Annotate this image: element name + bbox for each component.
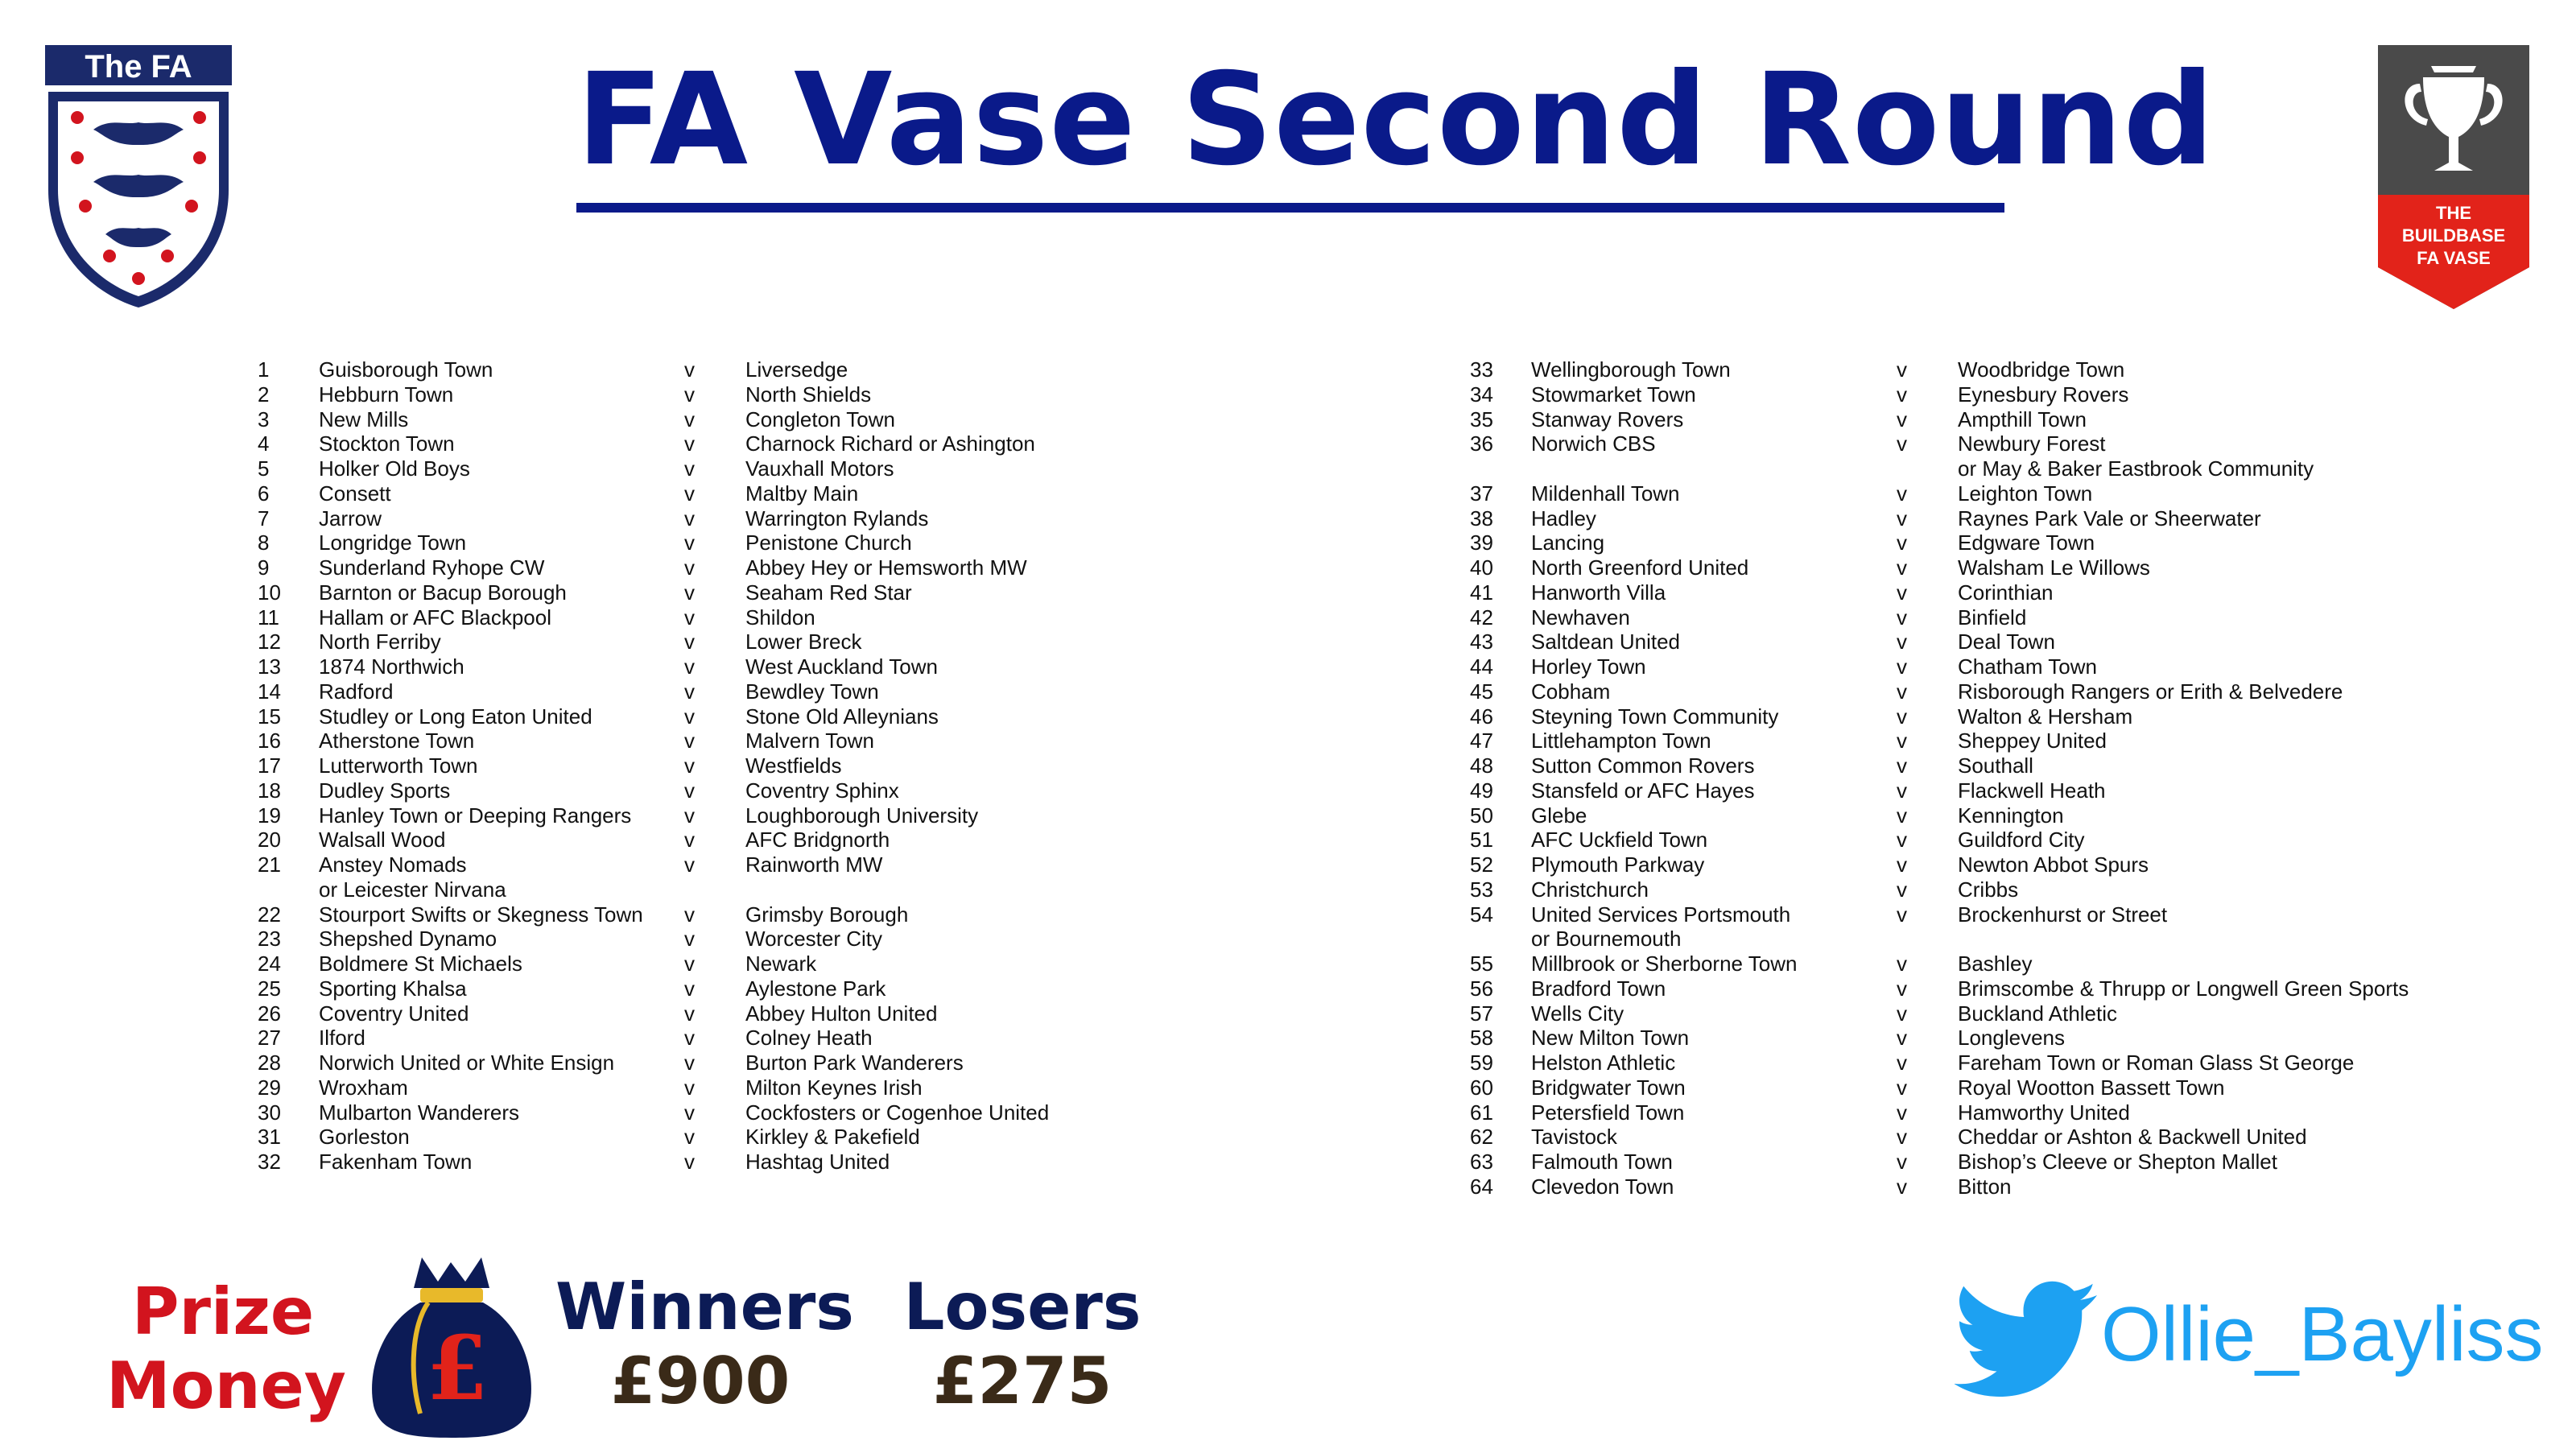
prize-line-2: Money bbox=[106, 1348, 346, 1423]
versus-marker: v bbox=[1897, 1075, 1907, 1100]
away-team: Bitton bbox=[1958, 1174, 2012, 1199]
home-team: Longridge Town bbox=[319, 530, 467, 555]
fixture-number: 18 bbox=[258, 778, 281, 803]
fixture-number: 36 bbox=[1470, 431, 1493, 456]
fixture-number: 61 bbox=[1470, 1100, 1493, 1125]
home-team: Horley Town bbox=[1531, 654, 1646, 679]
prize-line-1: Prize bbox=[131, 1274, 315, 1349]
home-team: Hadley bbox=[1531, 506, 1596, 530]
versus-marker: v bbox=[1897, 407, 1907, 431]
fixture-number: 23 bbox=[258, 927, 281, 952]
home-team: AFC Uckfield Town bbox=[1531, 828, 1708, 852]
versus-marker: v bbox=[684, 431, 695, 456]
versus-marker: v bbox=[1897, 729, 1907, 753]
versus-marker: v bbox=[1897, 828, 1907, 852]
versus-marker: v bbox=[684, 506, 695, 530]
fixture-number: 30 bbox=[258, 1100, 281, 1125]
versus-marker: v bbox=[1897, 976, 1907, 1001]
away-team: Newton Abbot Spurs bbox=[1958, 852, 2149, 877]
fixture-number: 52 bbox=[1470, 852, 1493, 877]
away-team: Hamworthy United bbox=[1958, 1100, 2130, 1125]
away-team: Maltby Main bbox=[745, 481, 859, 506]
fixture-number: 59 bbox=[1470, 1051, 1493, 1075]
versus-marker: v bbox=[1897, 580, 1907, 605]
away-team: Walton & Hersham bbox=[1958, 704, 2133, 729]
away-team: Westfields bbox=[745, 753, 842, 778]
versus-marker: v bbox=[1897, 852, 1907, 877]
fixture-number: 19 bbox=[258, 803, 281, 828]
away-team: Ampthill Town bbox=[1958, 407, 2087, 431]
versus-marker: v bbox=[684, 382, 695, 407]
home-team: or Leicester Nirvana bbox=[319, 877, 506, 902]
home-team: Millbrook or Sherborne Town bbox=[1531, 952, 1798, 976]
fixture-number: 10 bbox=[258, 580, 281, 605]
fixture-number: 63 bbox=[1470, 1150, 1493, 1174]
fixture-number: 13 bbox=[258, 654, 281, 679]
versus-marker: v bbox=[1897, 481, 1907, 506]
away-team: Sheppey United bbox=[1958, 729, 2107, 753]
versus-marker: v bbox=[1897, 877, 1907, 902]
away-team: Penistone Church bbox=[745, 530, 912, 555]
home-team: Jarrow bbox=[319, 506, 382, 530]
versus-marker: v bbox=[684, 456, 695, 481]
away-team: Abbey Hey or Hemsworth MW bbox=[745, 555, 1027, 580]
versus-marker: v bbox=[684, 1125, 695, 1150]
losers-label: Losers bbox=[903, 1269, 1141, 1344]
twitter-bird-icon bbox=[1955, 1277, 2099, 1406]
home-team: Dudley Sports bbox=[319, 778, 451, 803]
home-team: Littlehampton Town bbox=[1531, 729, 1711, 753]
away-team: Stone Old Alleynians bbox=[745, 704, 939, 729]
home-team: Norwich CBS bbox=[1531, 431, 1656, 456]
versus-marker: v bbox=[684, 654, 695, 679]
versus-marker: v bbox=[1897, 382, 1907, 407]
fixture-number: 42 bbox=[1470, 605, 1493, 630]
away-team: Bewdley Town bbox=[745, 679, 879, 704]
away-team: Southall bbox=[1958, 753, 2033, 778]
versus-marker: v bbox=[1897, 778, 1907, 803]
versus-marker: v bbox=[684, 1026, 695, 1051]
home-team: Stourport Swifts or Skegness Town bbox=[319, 902, 643, 927]
home-team: Wellingborough Town bbox=[1531, 357, 1731, 382]
money-bag-icon bbox=[364, 1253, 539, 1439]
home-team: 1874 Northwich bbox=[319, 654, 464, 679]
home-team: Studley or Long Eaton United bbox=[319, 704, 592, 729]
fixture-number: 54 bbox=[1470, 902, 1493, 927]
fixture-number: 41 bbox=[1470, 580, 1493, 605]
home-team: Shepshed Dynamo bbox=[319, 927, 497, 952]
fixture-number: 64 bbox=[1470, 1174, 1493, 1199]
home-team: Coventry United bbox=[319, 1001, 469, 1026]
versus-marker: v bbox=[684, 1051, 695, 1075]
fixture-number: 31 bbox=[258, 1125, 281, 1150]
away-team: Kirkley & Pakefield bbox=[745, 1125, 920, 1150]
home-team: Norwich United or White Ensign bbox=[319, 1051, 615, 1075]
home-team: Boldmere St Michaels bbox=[319, 952, 522, 976]
away-team: Burton Park Wanderers bbox=[745, 1051, 964, 1075]
home-team: Cobham bbox=[1531, 679, 1611, 704]
away-team: Newbury Forest bbox=[1958, 431, 2106, 456]
versus-marker: v bbox=[1897, 902, 1907, 927]
fixture-number: 4 bbox=[258, 431, 270, 456]
away-team: Vauxhall Motors bbox=[745, 456, 894, 481]
away-team: Risborough Rangers or Erith & Belvedere bbox=[1958, 679, 2343, 704]
fixture-number: 15 bbox=[258, 704, 281, 729]
home-team: Stockton Town bbox=[319, 431, 455, 456]
home-team: Barnton or Bacup Borough bbox=[319, 580, 567, 605]
versus-marker: v bbox=[1897, 1174, 1907, 1199]
losers-prize bbox=[894, 1270, 1151, 1418]
fixture-number: 8 bbox=[258, 530, 270, 555]
fixture-number: 11 bbox=[258, 605, 279, 630]
versus-marker: v bbox=[684, 927, 695, 952]
home-team: Hallam or AFC Blackpool bbox=[319, 605, 551, 630]
versus-marker: v bbox=[1897, 530, 1907, 555]
home-team: Christchurch bbox=[1531, 877, 1649, 902]
home-team: New Milton Town bbox=[1531, 1026, 1690, 1051]
home-team: Stanway Rovers bbox=[1531, 407, 1684, 431]
home-team: Fakenham Town bbox=[319, 1150, 473, 1174]
fixture-number: 44 bbox=[1470, 654, 1493, 679]
home-team: Mildenhall Town bbox=[1531, 481, 1680, 506]
fixture-number: 58 bbox=[1470, 1026, 1493, 1051]
fixture-number: 60 bbox=[1470, 1075, 1493, 1100]
title-underline bbox=[576, 203, 2004, 213]
versus-marker: v bbox=[1897, 952, 1907, 976]
fixture-number: 50 bbox=[1470, 803, 1493, 828]
fixture-number: 35 bbox=[1470, 407, 1493, 431]
home-team: New Mills bbox=[319, 407, 409, 431]
fixture-number: 40 bbox=[1470, 555, 1493, 580]
fixture-number: 57 bbox=[1470, 1001, 1493, 1026]
vase-logo-line2: BUILDBASE bbox=[2401, 225, 2506, 246]
fixture-number: 49 bbox=[1470, 778, 1493, 803]
versus-marker: v bbox=[684, 1001, 695, 1026]
away-team: Bashley bbox=[1958, 952, 2033, 976]
fixture-number: 48 bbox=[1470, 753, 1493, 778]
versus-marker: v bbox=[1897, 1051, 1907, 1075]
fixture-number: 39 bbox=[1470, 530, 1493, 555]
fixture-number: 16 bbox=[258, 729, 281, 753]
away-team: Binfield bbox=[1958, 605, 2027, 630]
home-team: Sutton Common Rovers bbox=[1531, 753, 1755, 778]
versus-marker: v bbox=[684, 530, 695, 555]
home-team: Stansfeld or AFC Hayes bbox=[1531, 778, 1755, 803]
fa-logo-text: The FA bbox=[85, 49, 192, 85]
home-team: Newhaven bbox=[1531, 605, 1630, 630]
versus-marker: v bbox=[684, 357, 695, 382]
home-team: Sunderland Ryhope CW bbox=[319, 555, 545, 580]
fixture-number: 1 bbox=[258, 357, 270, 382]
versus-marker: v bbox=[684, 605, 695, 630]
fixture-number: 17 bbox=[258, 753, 281, 778]
versus-marker: v bbox=[684, 580, 695, 605]
fixture-number: 33 bbox=[1470, 357, 1493, 382]
away-team: Royal Wootton Bassett Town bbox=[1958, 1075, 2225, 1100]
away-team: Coventry Sphinx bbox=[745, 778, 899, 803]
twitter-handle[interactable]: Ollie_Bayliss bbox=[2101, 1291, 2544, 1377]
fixture-number: 6 bbox=[258, 481, 270, 506]
home-team: Plymouth Parkway bbox=[1531, 852, 1705, 877]
home-team: Consett bbox=[319, 481, 391, 506]
home-team: Glebe bbox=[1531, 803, 1587, 828]
versus-marker: v bbox=[1897, 357, 1907, 382]
page-title: FA Vase Second Round bbox=[576, 46, 2215, 194]
away-team: Shildon bbox=[745, 605, 815, 630]
fixture-number: 24 bbox=[258, 952, 281, 976]
away-team: Charnock Richard or Ashington bbox=[745, 431, 1035, 456]
home-team: Holker Old Boys bbox=[319, 456, 470, 481]
fixture-number: 25 bbox=[258, 976, 281, 1001]
winners-amount: £900 bbox=[610, 1344, 791, 1418]
fixture-number: 37 bbox=[1470, 481, 1493, 506]
away-team: Rainworth MW bbox=[745, 852, 883, 877]
away-team: Grimsby Borough bbox=[745, 902, 909, 927]
away-team: Aylestone Park bbox=[745, 976, 886, 1001]
fixture-number: 21 bbox=[258, 852, 281, 877]
versus-marker: v bbox=[1897, 803, 1907, 828]
fixture-number: 14 bbox=[258, 679, 281, 704]
home-team: Walsall Wood bbox=[319, 828, 446, 852]
away-team: Colney Heath bbox=[745, 1026, 873, 1051]
away-team: Leighton Town bbox=[1958, 481, 2093, 506]
vase-logo-line1: THE bbox=[2436, 203, 2471, 223]
fixture-number: 38 bbox=[1470, 506, 1493, 530]
versus-marker: v bbox=[1897, 679, 1907, 704]
home-team: Sporting Khalsa bbox=[319, 976, 467, 1001]
versus-marker: v bbox=[684, 753, 695, 778]
home-team: United Services Portsmouth bbox=[1531, 902, 1791, 927]
versus-marker: v bbox=[1897, 753, 1907, 778]
home-team: Stowmarket Town bbox=[1531, 382, 1696, 407]
away-team: Worcester City bbox=[745, 927, 882, 952]
versus-marker: v bbox=[1897, 506, 1907, 530]
home-team: Tavistock bbox=[1531, 1125, 1617, 1150]
home-team: or Bournemouth bbox=[1531, 927, 1682, 952]
fa-logo bbox=[45, 45, 232, 311]
away-team: Malvern Town bbox=[745, 729, 874, 753]
home-team: Clevedon Town bbox=[1531, 1174, 1674, 1199]
fixture-number: 47 bbox=[1470, 729, 1493, 753]
versus-marker: v bbox=[1897, 1125, 1907, 1150]
away-team: Cribbs bbox=[1958, 877, 2019, 902]
bag-pound-symbol: £ bbox=[426, 1316, 489, 1420]
home-team: Bradford Town bbox=[1531, 976, 1666, 1001]
versus-marker: v bbox=[684, 555, 695, 580]
home-team: North Ferriby bbox=[319, 630, 441, 654]
home-team: Hanworth Villa bbox=[1531, 580, 1666, 605]
versus-marker: v bbox=[1897, 431, 1907, 456]
fixture-number: 2 bbox=[258, 382, 270, 407]
fixture-number: 45 bbox=[1470, 679, 1493, 704]
away-team: Abbey Hulton United bbox=[745, 1001, 938, 1026]
home-team: Helston Athletic bbox=[1531, 1051, 1676, 1075]
versus-marker: v bbox=[684, 630, 695, 654]
home-team: Wroxham bbox=[319, 1075, 408, 1100]
versus-marker: v bbox=[684, 1100, 695, 1125]
away-team: Hashtag United bbox=[745, 1150, 890, 1174]
away-team: Brimscombe & Thrupp or Longwell Green Sports bbox=[1958, 976, 2409, 1001]
versus-marker: v bbox=[684, 679, 695, 704]
home-team: Petersfield Town bbox=[1531, 1100, 1685, 1125]
away-team: Eynesbury Rovers bbox=[1958, 382, 2129, 407]
home-team: Falmouth Town bbox=[1531, 1150, 1673, 1174]
versus-marker: v bbox=[684, 407, 695, 431]
fixture-number: 55 bbox=[1470, 952, 1493, 976]
away-team: Fareham Town or Roman Glass St George bbox=[1958, 1051, 2355, 1075]
versus-marker: v bbox=[684, 828, 695, 852]
home-team: Radford bbox=[319, 679, 394, 704]
away-team: Liversedge bbox=[745, 357, 848, 382]
home-team: Hanley Town or Deeping Rangers bbox=[319, 803, 632, 828]
fixture-number: 3 bbox=[258, 407, 270, 431]
away-team: North Shields bbox=[745, 382, 872, 407]
versus-marker: v bbox=[1897, 630, 1907, 654]
versus-marker: v bbox=[684, 704, 695, 729]
fixture-number: 34 bbox=[1470, 382, 1493, 407]
prize-money-heading bbox=[106, 1274, 346, 1423]
home-team: Guisborough Town bbox=[319, 357, 493, 382]
vase-logo-line3: FA VASE bbox=[2417, 248, 2491, 268]
away-team: AFC Bridgnorth bbox=[745, 828, 890, 852]
home-team: Ilford bbox=[319, 1026, 365, 1051]
versus-marker: v bbox=[684, 803, 695, 828]
fixture-number: 32 bbox=[258, 1150, 281, 1174]
versus-marker: v bbox=[684, 778, 695, 803]
home-team: Lutterworth Town bbox=[319, 753, 478, 778]
home-team: North Greenford United bbox=[1531, 555, 1749, 580]
away-team: West Auckland Town bbox=[745, 654, 938, 679]
fixture-number: 20 bbox=[258, 828, 281, 852]
versus-marker: v bbox=[1897, 1026, 1907, 1051]
away-team: Congleton Town bbox=[745, 407, 895, 431]
fixture-number: 46 bbox=[1470, 704, 1493, 729]
versus-marker: v bbox=[1897, 1100, 1907, 1125]
fixture-number: 12 bbox=[258, 630, 281, 654]
home-team: Atherstone Town bbox=[319, 729, 475, 753]
fixture-number: 26 bbox=[258, 1001, 281, 1026]
away-team: Flackwell Heath bbox=[1958, 778, 2106, 803]
versus-marker: v bbox=[1897, 1001, 1907, 1026]
home-team: Anstey Nomads bbox=[319, 852, 467, 877]
away-team: Woodbridge Town bbox=[1958, 357, 2125, 382]
fixture-number: 27 bbox=[258, 1026, 281, 1051]
versus-marker: v bbox=[684, 976, 695, 1001]
away-team: Guildford City bbox=[1958, 828, 2085, 852]
winners-label: Winners bbox=[555, 1269, 854, 1344]
winners-prize bbox=[555, 1269, 854, 1418]
away-team: Deal Town bbox=[1958, 630, 2055, 654]
home-team: Gorleston bbox=[319, 1125, 410, 1150]
away-team: Lower Breck bbox=[745, 630, 862, 654]
away-team: Warrington Rylands bbox=[745, 506, 929, 530]
home-team: Lancing bbox=[1531, 530, 1605, 555]
fixture-number: 53 bbox=[1470, 877, 1493, 902]
away-team: Walsham Le Willows bbox=[1958, 555, 2150, 580]
fixture-number: 28 bbox=[258, 1051, 281, 1075]
away-team: Corinthian bbox=[1958, 580, 2054, 605]
away-team: Loughborough University bbox=[745, 803, 979, 828]
versus-marker: v bbox=[1897, 555, 1907, 580]
fa-vase-logo bbox=[2375, 42, 2533, 312]
home-team: Hebburn Town bbox=[319, 382, 454, 407]
away-team: Seaham Red Star bbox=[745, 580, 912, 605]
versus-marker: v bbox=[684, 481, 695, 506]
away-team: or May & Baker Eastbrook Community bbox=[1958, 456, 2314, 481]
versus-marker: v bbox=[684, 1075, 695, 1100]
losers-amount: £275 bbox=[932, 1344, 1113, 1418]
versus-marker: v bbox=[684, 852, 695, 877]
home-team: Steyning Town Community bbox=[1531, 704, 1779, 729]
home-team: Saltdean United bbox=[1531, 630, 1681, 654]
versus-marker: v bbox=[684, 1150, 695, 1174]
fixture-number: 5 bbox=[258, 456, 270, 481]
fixture-number: 62 bbox=[1470, 1125, 1493, 1150]
home-team: Bridgwater Town bbox=[1531, 1075, 1686, 1100]
versus-marker: v bbox=[1897, 654, 1907, 679]
fixture-number: 22 bbox=[258, 902, 281, 927]
away-team: Newark bbox=[745, 952, 817, 976]
home-team: Wells City bbox=[1531, 1001, 1624, 1026]
versus-marker: v bbox=[684, 902, 695, 927]
away-team: Cockfosters or Cogenhoe United bbox=[745, 1100, 1050, 1125]
away-team: Chatham Town bbox=[1958, 654, 2097, 679]
versus-marker: v bbox=[1897, 1150, 1907, 1174]
fixture-number: 7 bbox=[258, 506, 270, 530]
versus-marker: v bbox=[1897, 605, 1907, 630]
home-team: Mulbarton Wanderers bbox=[319, 1100, 520, 1125]
away-team: Buckland Athletic bbox=[1958, 1001, 2118, 1026]
away-team: Raynes Park Vale or Sheerwater bbox=[1958, 506, 2261, 530]
away-team: Cheddar or Ashton & Backwell United bbox=[1958, 1125, 2307, 1150]
away-team: Edgware Town bbox=[1958, 530, 2095, 555]
versus-marker: v bbox=[684, 952, 695, 976]
away-team: Longlevens bbox=[1958, 1026, 2065, 1051]
fixture-number: 29 bbox=[258, 1075, 281, 1100]
fixture-number: 56 bbox=[1470, 976, 1493, 1001]
away-team: Brockenhurst or Street bbox=[1958, 902, 2168, 927]
fixture-number: 51 bbox=[1470, 828, 1493, 852]
fixture-number: 43 bbox=[1470, 630, 1493, 654]
versus-marker: v bbox=[684, 729, 695, 753]
away-team: Milton Keynes Irish bbox=[745, 1075, 923, 1100]
away-team: Bishop’s Cleeve or Shepton Mallet bbox=[1958, 1150, 2277, 1174]
away-team: Kennington bbox=[1958, 803, 2064, 828]
versus-marker: v bbox=[1897, 704, 1907, 729]
fixture-number: 9 bbox=[258, 555, 270, 580]
